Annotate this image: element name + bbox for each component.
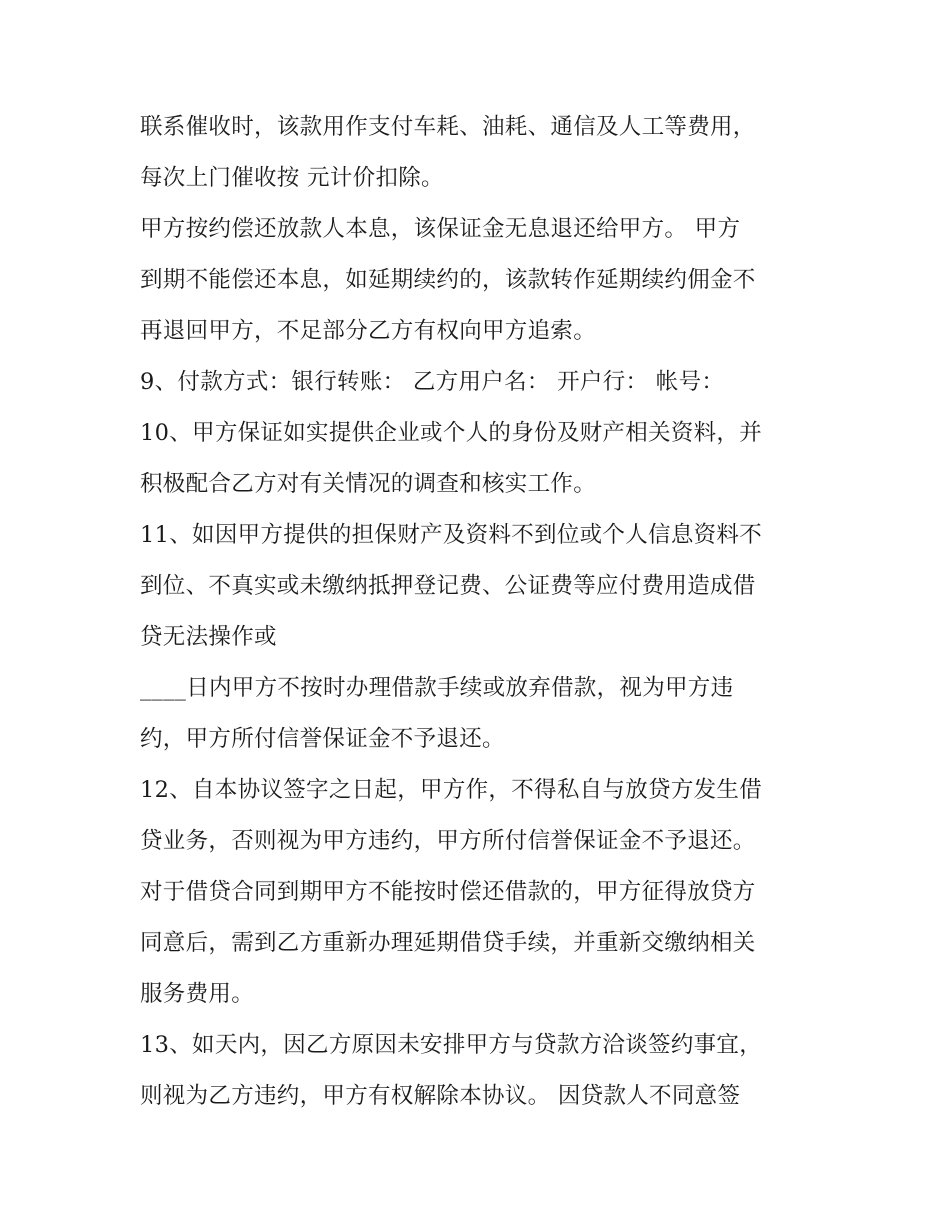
text-line: 服务费用。 xyxy=(140,981,255,1007)
text-line: 则视为乙方违约，甲方有权解除本协议。 因贷款人不同意签 xyxy=(140,1083,741,1109)
text-line: 再退回甲方，不足部分乙方有权向甲方追索。 xyxy=(140,318,597,344)
text-line: 11、如因甲方提供的担保财产及资料不到位或个人信息资料不 xyxy=(140,522,763,548)
text-line: 13、如天内，因乙方原因未安排甲方与贷款方洽谈签约事宜， xyxy=(140,1032,763,1058)
text-line: 积极配合乙方对有关情况的调查和核实工作。 xyxy=(140,471,597,497)
text-line: 12、自本协议签字之日起，甲方作，不得私自与放贷方发生借 xyxy=(140,777,763,803)
text-line: 9、付款方式：银行转账： 乙方用户名： 开户行： 帐号： xyxy=(140,369,725,395)
text-line: 同意后，需到乙方重新办理延期借贷手续，并重新交缴纳相关 xyxy=(140,930,756,956)
text-line: 到位、不真实或未缴纳抵押登记费、公证费等应付费用造成借 xyxy=(140,573,756,599)
text-line: 到期不能偿还本息，如延期续约的，该款转作延期续约佣金不 xyxy=(140,267,756,293)
text-line: 联系催收时，该款用作支付车耗、油耗、通信及人工等费用， xyxy=(140,114,756,140)
text-line: 贷无法操作或 xyxy=(140,624,277,650)
text-line: 贷业务，否则视为甲方违约，甲方所付信誉保证金不予退还。 xyxy=(140,828,756,854)
text-line: ____日内甲方不按时办理借款手续或放弃借款，视为甲方违 xyxy=(140,675,734,701)
text-line: 甲方按约偿还放款人本息，该保证金无息退还给甲方。 甲方 xyxy=(140,216,741,242)
text-line: 每次上门催收按 元计价扣除。 xyxy=(140,165,444,191)
text-line: 10、甲方保证如实提供企业或个人的身份及财产相关资料，并 xyxy=(140,420,763,446)
text-line: 约，甲方所付信誉保证金不予退还。 xyxy=(140,726,505,752)
text-line: 对于借贷合同到期甲方不能按时偿还借款的，甲方征得放贷方 xyxy=(140,879,756,905)
